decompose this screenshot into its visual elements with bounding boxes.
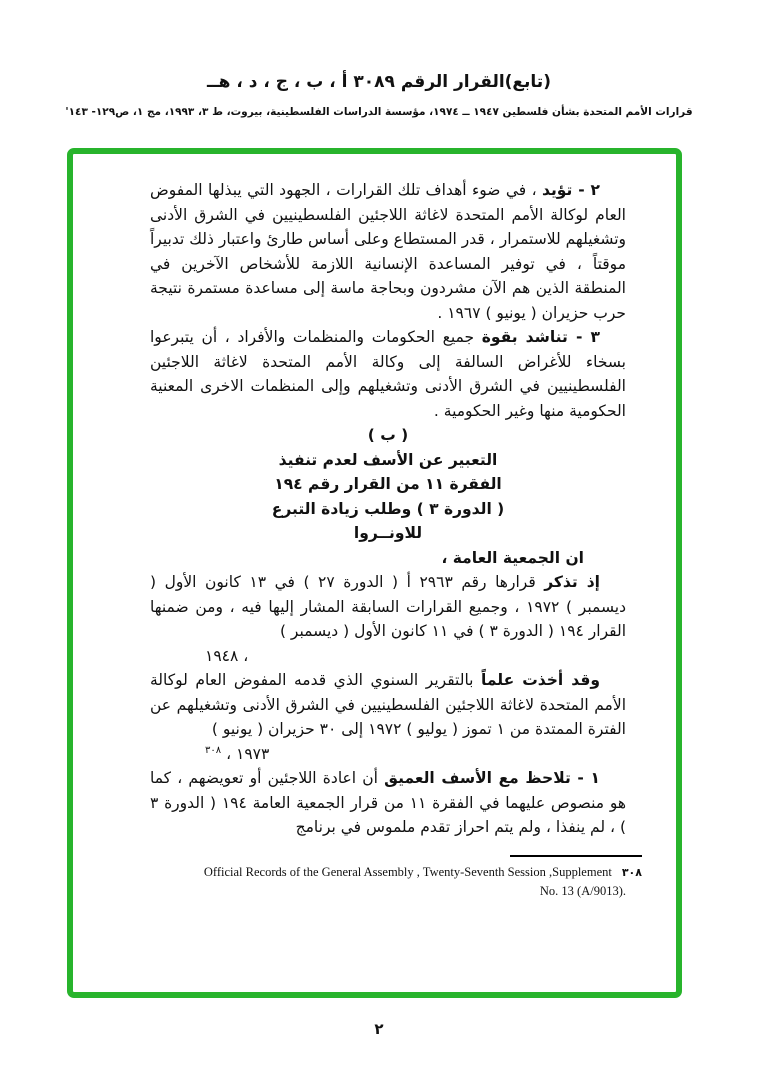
footnote-block <box>150 855 642 901</box>
paragraph-2 <box>150 178 626 325</box>
document-body <box>150 178 642 901</box>
recalling-text: قرارها رقم ٢٩٦٣ أ ( الدورة ٢٧ ) في ١٣ كانون الأول ( ديسمبر ) ١٩٧٢ ، وجميع القرارات السابقة المشار إليها فيه ، ومن ضمنها القرار ١٩٤ ( الدورة ٣ ) في ١١ كانون الأول ( ديسمبر ) <box>150 573 626 640</box>
section-heading-line: ( الدورة ٣ ) وطلب زيادة التبرع <box>271 499 505 518</box>
noting-lead: وقد أخذت علماً <box>481 671 600 689</box>
preamble-opening: ان الجمعية العامة ، <box>441 548 584 567</box>
footnote-line-2: No. 13 (A/9013). <box>539 883 626 898</box>
paragraph-3-text: جميع الحكومات والمنظمات والأفراد ، أن يتبرعوا بسخاء للأغراض السالفة إلى وكالة الأمم المتحدة لاغاثة اللاجئين الفلسطينيين في الشرق الأدنى وتشغيلهم وإلى المنظمات الاخرى المعنية الحكومية منها وغير الحكومية . <box>150 328 626 420</box>
noting-tail-line <box>150 742 626 767</box>
noting-tail-year: ١٩٧٣ ، <box>226 744 270 763</box>
section-heading <box>150 448 626 546</box>
recalling-tail-line: ١٩٤٨ ، <box>205 646 249 665</box>
paragraph-2-lead: ٢ - تؤيد <box>542 181 601 199</box>
paragraph-3 <box>150 325 626 423</box>
paragraph-1-lead: ١ - تلاحظ مع الأسف العميق <box>384 769 600 787</box>
footnote-separator-rule <box>510 855 642 857</box>
paragraph-3-lead: ٣ - تناشد بقوة <box>481 328 600 346</box>
recalling-lead: إذ تذكر <box>544 573 600 591</box>
section-heading-line: التعبير عن الأسف لعدم تنفيذ <box>278 450 498 469</box>
page-number: ٢ <box>374 1020 384 1038</box>
footnote-reference: ٣٠٨ <box>205 744 222 756</box>
section-heading-line: للاونــروا <box>353 524 423 542</box>
footnote-line-1 <box>150 863 642 882</box>
section-heading-line: الفقرة ١١ من القرار رقم ١٩٤ <box>274 475 502 493</box>
section-marker: ( ب ) <box>367 426 409 444</box>
paragraph-2-text: ، في ضوء أهداف تلك القرارات ، الجهود التي يبذلها المفوض العام لوكالة الأمم المتحدة لاغاثة اللاجئين الفلسطينيين في الشرق الأدنى وتشغيلهم للاستمرار ، قدر المستطاع وعلى أساس طارئ واعتبار ذلك تدبيراً موقتاً ، في توفير المساعدة الإنسانية اللازمة للأشخاص الآخرين في المنطقة الذين هم الآن مشردون وبحاجة ماسة إلى مساعدة مستمرة نتيجة حرب حزيران ( يونيو ) ١٩٦٧ . <box>150 181 626 322</box>
source-citation: قرارات الأمم المتحدة بشأن فلسطين ١٩٤٧ ــ ١٩٧٤، مؤسسة الدراسات الفلسطينية، بيروت، ط ٣، ١٩٩٣، مج ١، ص١٢٩- ١٤٣' <box>65 106 693 118</box>
recalling-paragraph <box>150 570 626 644</box>
paragraph-1-text: أن اعادة اللاجئين أو تعويضهم ، كما هو منصوص عليهما في الفقرة ١١ من قرار الجمعية العامة ١٩٤ ( الدورة ٣ ) ، لم ينفذا ، ولم يتم احراز تقدم ملموس في برنامج <box>150 769 626 836</box>
paragraph-1 <box>150 766 626 840</box>
footnote-citation-text: Official Records of the General Assembly , Twenty-Seventh Session ,Supplement <box>203 864 612 879</box>
page-title: (تابع)القرار الرقم ٣٠٨٩ أ ، ب ، ج ، د ، هــ <box>207 72 551 92</box>
noting-paragraph <box>150 668 626 742</box>
noting-text: بالتقرير السنوي الذي قدمه المفوض العام لوكالة الأمم المتحدة لاغاثة اللاجئين الفلسطينيين في الشرق الأدنى وتشغيلهم عن الفترة الممتدة من ١ تموز ( يوليو ) ١٩٧٢ إلى ٣٠ حزيران ( يونيو ) <box>150 671 626 738</box>
footnote-marker: ٣٠٨ <box>621 865 642 879</box>
